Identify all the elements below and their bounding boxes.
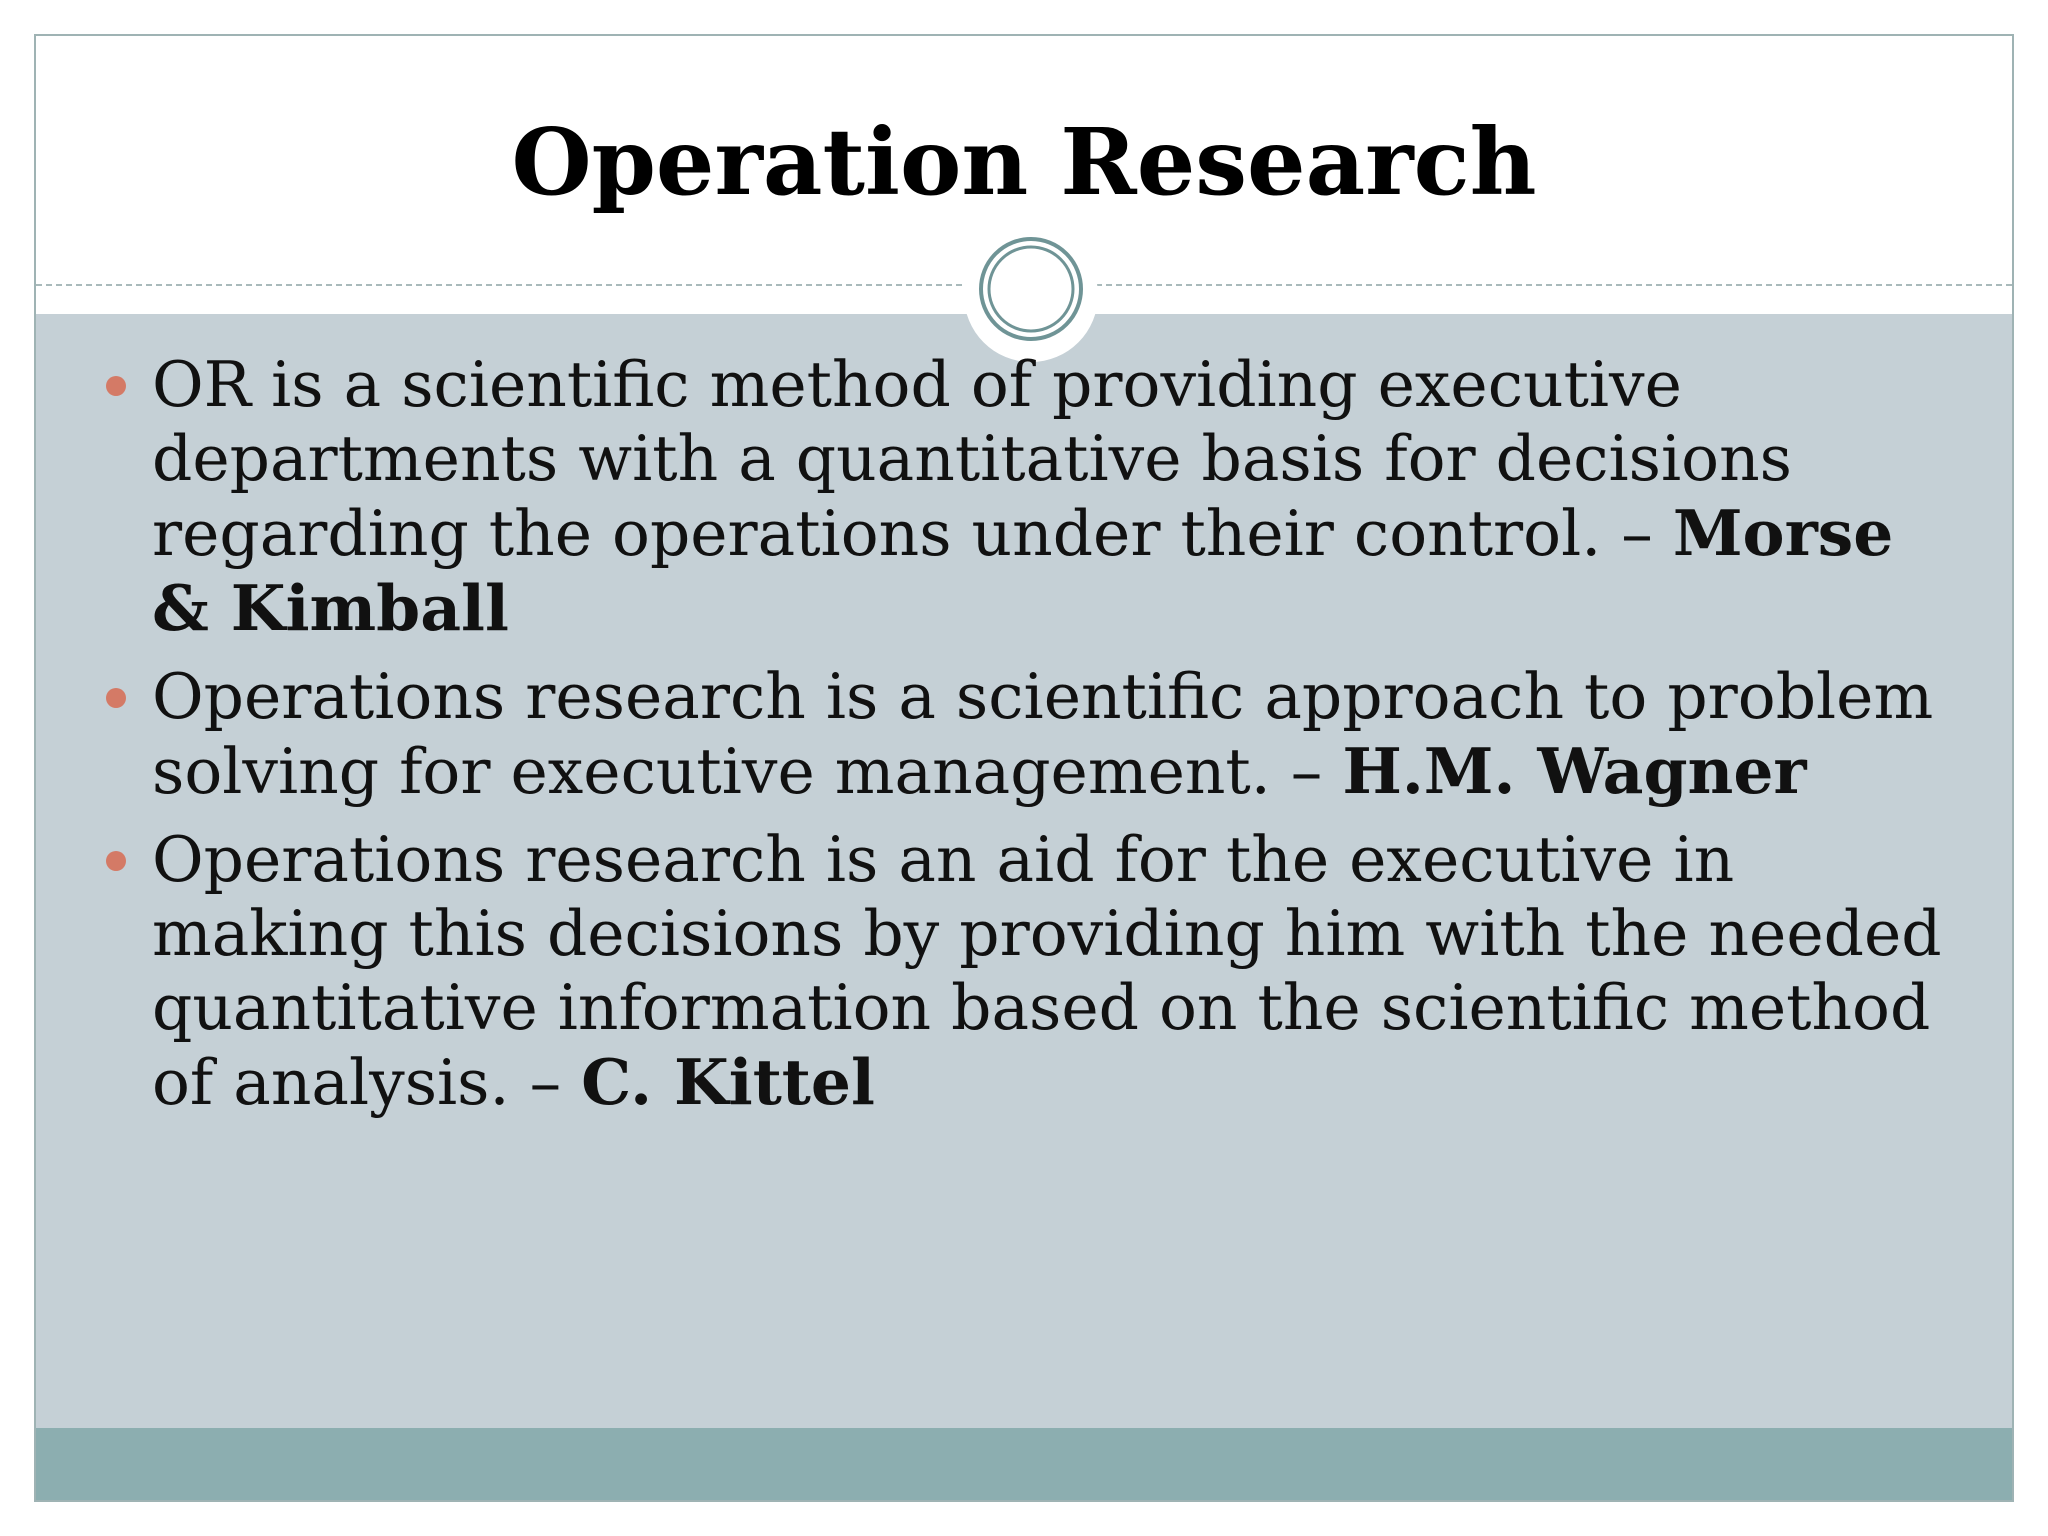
bullet-text: Operations research is a scientific approach to problem solving for executive management. – bbox=[152, 660, 1934, 808]
double-circle-icon bbox=[976, 234, 1086, 344]
bullet-author: Morse & Kimball bbox=[152, 496, 1894, 645]
list-item bbox=[152, 348, 1972, 646]
slide-title: Operation Research bbox=[511, 108, 1537, 216]
bullet-dot-icon bbox=[106, 851, 126, 871]
bullet-list bbox=[152, 348, 1972, 1134]
list-item bbox=[152, 660, 1972, 809]
slide bbox=[34, 34, 2014, 1502]
bullet-author: H.M. Wagner bbox=[1342, 734, 1807, 808]
bullet-author: C. Kittel bbox=[581, 1045, 875, 1119]
list-item bbox=[152, 823, 1972, 1120]
bullet-dot-icon bbox=[106, 376, 126, 396]
footer-band bbox=[36, 1428, 2012, 1500]
bullet-text: OR is a scientific method of providing executive departments with a quantitative basis for decisions regarding the operations under their control. – bbox=[152, 348, 1792, 570]
bullet-text: Operations research is an aid for the executive in making this decisions by providing him with the needed quantitative information based on the scientific method of analysis. – bbox=[152, 823, 1942, 1119]
bullet-dot-icon bbox=[106, 688, 126, 708]
